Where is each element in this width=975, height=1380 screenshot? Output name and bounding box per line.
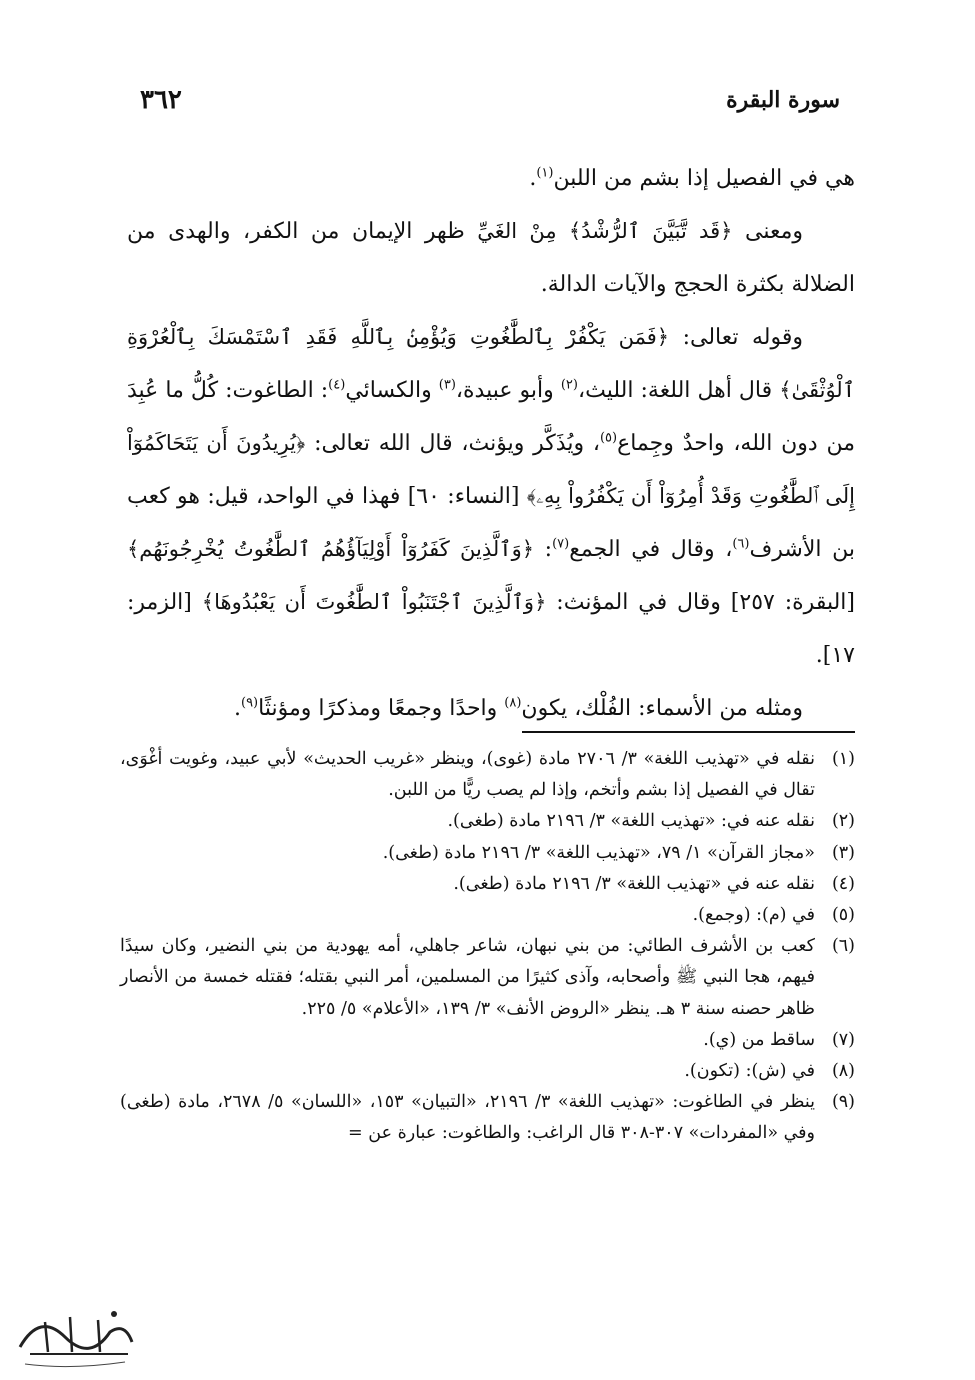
text-run: . [529, 166, 537, 191]
text-run: . [233, 696, 241, 721]
footnote-ref-8: (٨) [504, 695, 522, 711]
footnote-text: نقله عنه في: «تهذيب اللغة» ٣/ ٢١٩٦ مادة (طغى). [447, 811, 815, 832]
footnote-text: «مجاز القرآن» ١/ ٧٩، «تهذيب اللغة» ٣/ ٢١٩٦ مادة (طغى). [382, 842, 815, 863]
footnote-text: نقله في «تهذيب اللغة» ٣/ ٢٧٠٦ مادة (غوى)، وينظر «غريب الحديث» لأبي عبيد، وغويت أغْوَى، تقال في الفصيل إذا بشم وأتخم، وإذا لم يصب ريًّا من اللبن. [120, 749, 815, 801]
text-run: هي في الفصيل إذا بشم من اللبن [553, 166, 855, 191]
footnote [120, 1056, 855, 1087]
footnote-ref-7: (٧) [552, 536, 570, 552]
paragraph-3 [127, 311, 855, 682]
footnote [120, 1087, 855, 1149]
footnote-number: (٤) [831, 873, 855, 894]
footnote-text: في (م): (وجمع). [692, 905, 815, 926]
footnote-text: ساقط من (ي). [703, 1029, 815, 1050]
footnote [120, 900, 855, 931]
quran-verse: ﴿قَد تَّبَيَّنَ ٱلرُّشْدُ﴾ مِنْ الغَيِّ [477, 219, 733, 243]
footnote-ref-2: (٢) [560, 377, 578, 393]
footnote-number: (٨) [831, 1061, 855, 1082]
footnote [120, 806, 855, 837]
paragraph-2 [127, 205, 855, 311]
quran-verse: ﴿وَٱلَّذِينَ ٱجْتَنَبُواْ ٱلطَّٰغُوتَ أَن يَعْبُدُوهَا﴾ [201, 590, 547, 614]
text-run: ظهر الإيمان من الكفر، والهدى من الضلالة بكثرة الحجج والآيات الدالة. [127, 219, 855, 297]
footnote-ref-3: (٣) [438, 377, 456, 393]
text-run: ومعنى [732, 219, 803, 244]
text-run: والكسائي [345, 378, 439, 403]
footnote-number: (٥) [831, 905, 855, 926]
footnote-ref-4: (٤) [328, 377, 346, 393]
footnote-number: (٩) [831, 1092, 855, 1113]
footnote [120, 869, 855, 900]
quran-verse: ﴿يُرِيدُونَ أَن يَتَحَاكَمُوٓاْ إِلَى ٱلطَّٰغُوتِ وَقَدْ أُمِرُوٓاْ أَن يَكْفُرُواْ بِهِۦ﴾ [127, 431, 856, 508]
footnote-text: نقله عنه في «تهذيب اللغة» ٣/ ٢١٩٦ مادة (طغى). [453, 873, 815, 894]
paragraph-1 [127, 152, 855, 205]
footnote-number: (٣) [831, 842, 855, 863]
text-run: : الطاغوت: كُلُّ ما عُبِدَ من دون الله، واحدٌ وجِماع [127, 378, 855, 456]
text-run: [الزمر: ١٧]. [127, 590, 855, 668]
footnote [120, 1025, 855, 1056]
text-run: وأبو عبيدة، [455, 378, 561, 403]
text-run: [البقرة: ٢٥٧] وقال في المؤنث: [546, 590, 855, 615]
paragraph-4 [127, 682, 855, 735]
footnote [120, 838, 855, 869]
footnote-text: في (ش): (تكون). [684, 1061, 815, 1082]
footnote-ref-9: (٩) [240, 695, 259, 711]
footnote-ref-5: (٥) [599, 430, 618, 446]
text-run: [النساء: ٦٠] فهذا في الواحد، قيل: هو كعب بن الأشرف [127, 484, 856, 562]
page-header [140, 78, 840, 122]
surah-title: سورة البقرة [726, 87, 840, 113]
footnote-text: كعب بن الأشرف الطائي: من بني نبهان، شاعر جاهلي، أمه يهودية من بني النضير، وكان سيدًا فيهم، هجا النبي ﷺ وأصحابه، وآذى كثيرًا من المسلمين، أمر النبي بقتله؛ فقتله خمسة من الأنصار ظاهر حصنه سنة ٣ هـ. ينظر «الروض الأنف» ٣/ ١٣٩، «الأعلام» ٥/ ٢٢٥. [120, 936, 815, 1019]
footnote-separator [522, 731, 855, 733]
footnote-text: ينظر في الطاغوت: «تهذيب اللغة» ٣/ ٢١٩٦، «التبيان» ١٥٣، «اللسان» ٥/ ٢٦٧٨، مادة (طغى) وفي «المفردات» ٣٠٧-٣٠٨ قال الراغب: والطاغوت: عبارة عن = [120, 1092, 815, 1144]
text-run: واحدًا وجمعًا ومذكرًا ومؤنثًا [258, 696, 505, 721]
text-run: وقوله تعالى: [669, 325, 803, 350]
footnote [120, 744, 855, 806]
footnote-number: (٦) [831, 936, 855, 957]
text-run: قال أهل اللغة: الليث، [577, 378, 780, 403]
footnote-number: (٧) [831, 1029, 855, 1050]
page-number: ٣٦٢ [140, 85, 182, 115]
text-run: : [534, 537, 553, 562]
text-run: ، وقال في الجمع [569, 537, 733, 562]
text-run: ، ويُذَكَّر ويؤنث، قال الله تعالى: [305, 431, 600, 456]
quran-verse: ﴿وَٱلَّذِينَ كَفَرُوٓاْ أَوْلِيَآؤُهُمُ ٱلطَّٰغُوتُ يُخْرِجُونَهُم﴾ [127, 537, 535, 561]
footnote-ref-1: (١) [536, 165, 554, 181]
footnote-number: (٢) [831, 811, 855, 832]
footnote-ref-6: (٦) [732, 536, 750, 552]
footnote-number: (١) [831, 749, 855, 769]
text-run: ومثله من الأسماء: الفُلْك، يكون [521, 696, 803, 721]
footnote [120, 931, 855, 1025]
main-text [127, 152, 855, 735]
watermark-logo [10, 1292, 140, 1372]
footnotes [120, 744, 855, 1150]
quran-verse: ﴿فَمَن يَكْفُرْ بِٱلطَّٰغُوتِ وَيُؤْمِنۢ بِٱللَّهِ فَقَدِ ٱسْتَمْسَكَ بِٱلْعُرْوَةِ ٱلْوُثْقَىٰ﴾ [127, 325, 856, 402]
